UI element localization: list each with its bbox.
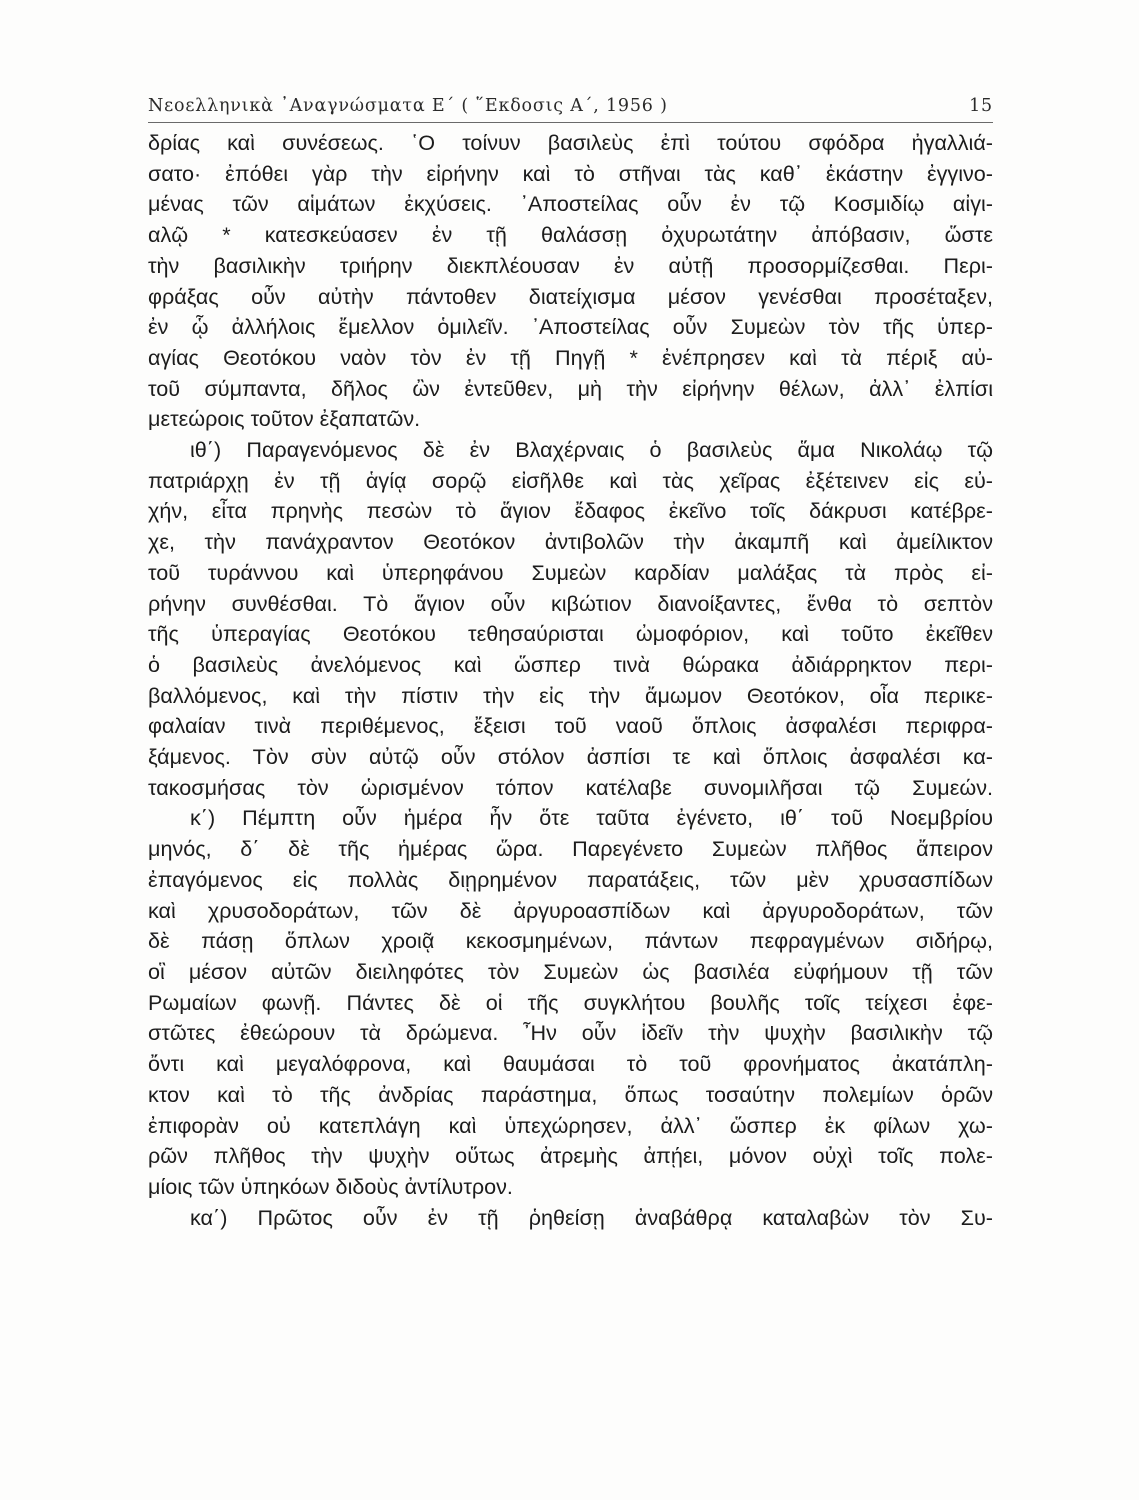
text-line: καὶ χρυσοδοράτων, τῶν δὲ ἀργυροασπίδων καὶ ἀργυροδοράτων, τῶν [148, 897, 993, 923]
text-line: χε, τὴν πανάχραντον Θεοτόκον ἀντιβολῶν τὴν ἀκαμπῆ καὶ ἀμείλικτον [148, 529, 993, 555]
page-number: 15 [969, 96, 993, 116]
text-line: σατο· ἐπόθει γὰρ τὴν εἰρήνην καὶ τὸ στῆναι τὰς καθ᾿ ἑκάστην ἐγγινο- [148, 160, 993, 186]
text-line: κα΄) Πρῶτος οὖν ἐν τῇ ῥηθείσῃ ἀναβάθρᾳ καταλαβὼν τὸν Συ- [190, 1204, 993, 1230]
text-line: μίοις τῶν ὑπηκόων διδοὺς ἀντίλυτρον. [148, 1173, 513, 1199]
text-line: ὁ βασιλεὺς ἀνελόμενος καὶ ὥσπερ τινὰ θώρακα ἀδιάρρηκτον περι- [148, 651, 993, 677]
text-line: δὲ πάσῃ ὅπλων χροιᾷ κεκοσμημένων, πάντων πεφραγμένων σιδήρῳ, [148, 928, 993, 954]
text-line: ξάμενος. Τὸν σὺν αὐτῷ οὖν στόλον ἀσπίσι τε καὶ ὅπλοις ἀσφαλέσι κα- [148, 744, 993, 770]
text-line: βαλλόμενος, καὶ τὴν πίστιν τὴν εἰς τὴν ἄμωμον Θεοτόκον, οἷα περικε- [148, 682, 993, 708]
text-line: τῆς ὑπεραγίας Θεοτόκου τεθησαύρισται ὠμοφόριον, καὶ τοῦτο ἐκεῖθεν [148, 621, 993, 647]
running-head [148, 92, 993, 123]
text-line: τὴν βασιλικὴν τριήρην διεκπλέουσαν ἐν αὐτῇ προσορμίζεσθαι. Περι- [148, 252, 993, 278]
text-line: ἐν ᾧ ἀλλήλοις ἔμελλον ὁμιλεῖν. ᾿Αποστείλας οὖν Συμεὼν τὸν τῆς ὑπερ- [148, 314, 993, 340]
text-line: οἳ μέσον αὐτῶν διειληφότες τὸν Συμεὼν ὡς βασιλέα εὐφήμουν τῇ τῶν [148, 958, 993, 984]
text-line: ιθ΄) Παραγενόμενος δὲ ἐν Βλαχέρναις ὁ βασιλεὺς ἅμα Νικολάῳ τῷ [190, 437, 993, 463]
body-text [148, 128, 993, 1233]
text-line: φράξας οὖν αὐτὴν πάντοθεν διατείχισμα μέσον γενέσθαι προσέταξεν, [148, 283, 993, 309]
text-line: ρῶν πλῆθος τὴν ψυχὴν οὕτως ἀτρεμὴς ἀπῄει, μόνον οὐχὶ τοῖς πολε- [148, 1143, 993, 1169]
text-line: κτον καὶ τὸ τῆς ἀνδρίας παράστημα, ὅπως τοσαύτην πολεμίων ὁρῶν [148, 1081, 993, 1107]
text-line: μένας τῶν αἱμάτων ἐκχύσεις. ᾿Αποστείλας οὖν ἐν τῷ Κοσμιδίῳ αἰγι- [148, 191, 993, 217]
text-line: φαλαίαν τινὰ περιθέμενος, ἔξεισι τοῦ ναοῦ ὅπλοις ἀσφαλέσι περιφρα- [148, 713, 993, 739]
text-line: Ρωμαίων φωνῇ. Πάντες δὲ οἱ τῆς συγκλήτου βουλῆς τοῖς τείχεσι ἐφε- [148, 989, 993, 1015]
text-line: ἐπαγόμενος εἰς πολλὰς διῃρημένον παρατάξεις, τῶν μὲν χρυσασπίδων [148, 866, 993, 892]
text-line: αλῷ * κατεσκεύασεν ἐν τῇ θαλάσσῃ ὀχυρωτάτην ἀπόβασιν, ὥστε [148, 222, 993, 248]
text-line: στῶτες ἐθεώρουν τὰ δρώμενα. ῏Ην οὖν ἰδεῖν τὴν ψυχὴν βασιλικὴν τῷ [148, 1020, 993, 1046]
text-line: τοῦ τυράννου καὶ ὑπερηφάνου Συμεὼν καρδίαν μαλάξας τὰ πρὸς εἰ- [148, 559, 993, 585]
text-line: τακοσμήσας τὸν ὡρισμένον τόπον κατέλαβε συνομιλῆσαι τῷ Συμεών. [148, 774, 993, 800]
text-line: αγίας Θεοτόκου ναὸν τὸν ἐν τῇ Πηγῇ * ἐνέπρησεν καὶ τὰ πέριξ αὐ- [148, 344, 993, 370]
text-line: μηνός, δ΄ δὲ τῆς ἡμέρας ὥρα. Παρεγένετο Συμεὼν πλῆθος ἄπειρον [148, 836, 993, 862]
text-line: πατριάρχῃ ἐν τῇ ἁγίᾳ σορῷ εἰσῆλθε καὶ τὰς χεῖρας ἐξέτεινεν εἰς εὐ- [148, 467, 993, 493]
text-line: τοῦ σύμπαντα, δῆλος ὢν ἐντεῦθεν, μὴ τὴν εἰρήνην θέλων, ἀλλ᾿ ἐλπίσι [148, 375, 993, 401]
text-line: χήν, εἶτα πρηνὴς πεσὼν τὸ ἅγιον ἔδαφος ἐκεῖνο τοῖς δάκρυσι κατέβρε- [148, 498, 993, 524]
text-line: δρίας καὶ συνέσεως. ῾Ο τοίνυν βασιλεὺς ἐπὶ τούτου σφόδρα ἠγαλλιά- [148, 130, 993, 155]
text-line: ρήνην συνθέσθαι. Τὸ ἅγιον οὖν κιβώτιον διανοίξαντες, ἔνθα τὸ σεπτὸν [148, 590, 993, 616]
running-head-title: Νεοελληνικὰ ᾿Αναγνώσματα Ε΄ ( ῞Εκδοσις Α΄, 1956 ) [148, 96, 668, 116]
text-line: ὄντι καὶ μεγαλόφρονα, καὶ θαυμάσαι τὸ τοῦ φρονήματος ἀκατάπλη- [148, 1051, 993, 1077]
text-line: ἐπιφορὰν οὐ κατεπλάγη καὶ ὑπεχώρησεν, ἀλλ᾿ ὥσπερ ἐκ φίλων χω- [148, 1112, 993, 1138]
text-line: μετεώροις τοῦτον ἐξαπατῶν. [148, 406, 421, 432]
text-line: κ΄) Πέμπτη οὖν ἡμέρα ἦν ὅτε ταῦτα ἐγένετο, ιθ΄ τοῦ Νοεμβρίου [190, 805, 993, 831]
